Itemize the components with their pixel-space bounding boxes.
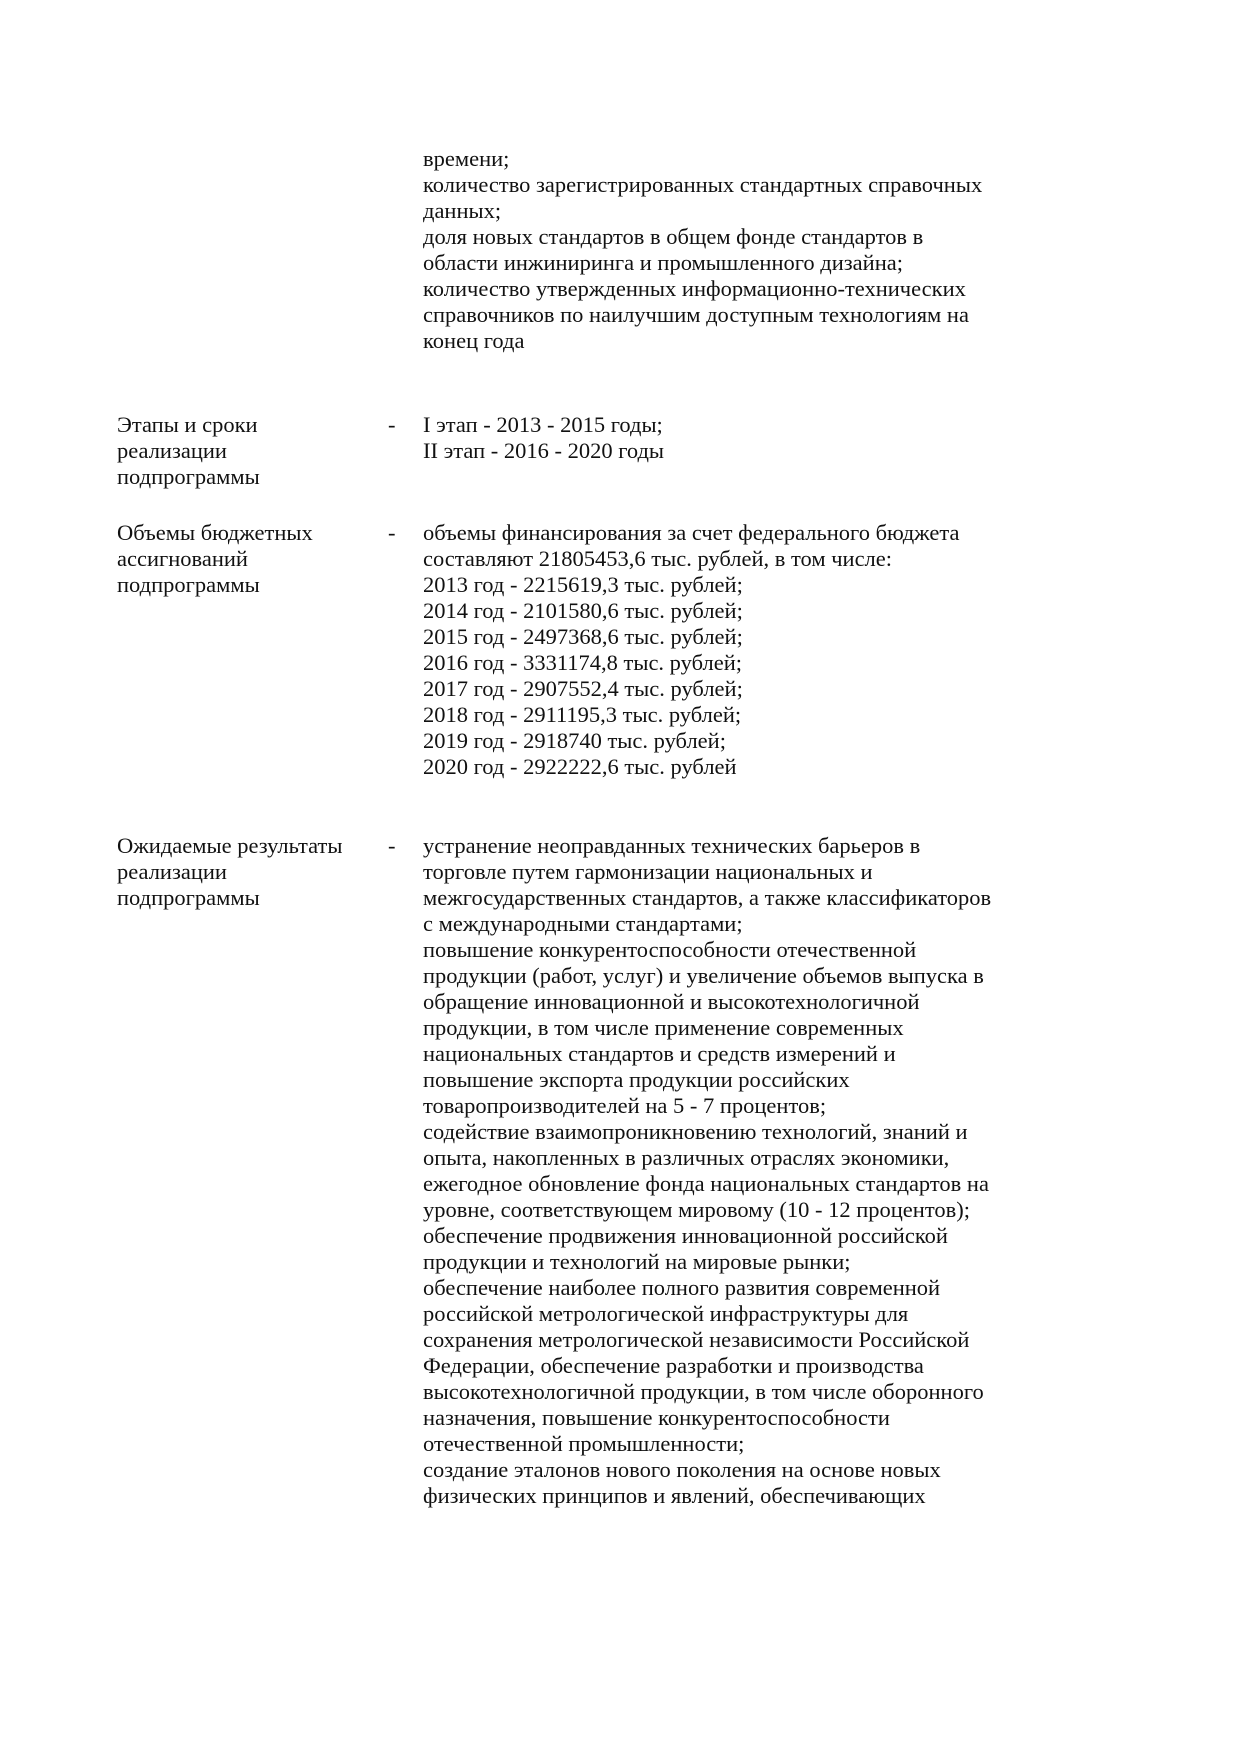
indicators-continuation	[423, 146, 982, 354]
separator-dash: -	[388, 412, 396, 437]
section-value: устранение неоправданных технических барьеров в торговле путем гармонизации национальных и межгосударственных стандартов, а также классификаторов с международными стандартами; повышение конкурентоспособности отечественной продукции (работ, услуг) и увеличение объемов выпуска в обращение инновационной и высокотехнологичной продукции, в том числе применение современных национальных стандартов и средств измерений и повышение экспорта продукции российских товаропроизводителей на 5 - 7 процентов; содействие взаимопроникновению технологий, знаний и опыта, накопленных в различных отраслях экономики, ежегодное обновление фонда национальных стандартов на уровне, соответствующем мировому (10 - 12 процентов); обеспечение продвижения инновационной российской продукции и технологий на мировые рынки; обеспечение наиболее полного развития современной российской метрологической инфраструктуры для сохранения метрологической независимости Российской Федерации, обеспечение разработки и производства высокотехнологичной продукции, в том числе оборонного назначения, повышение конкурентоспособности отечественной промышленности; создание эталонов нового поколения на основе новых физических принципов и явлений, обеспечивающих	[423, 833, 992, 1508]
text-line: количество зарегистрированных стандартных справочных	[423, 172, 983, 197]
budget-year-line: 2015 год - 2497368,6 тыс. рублей;	[423, 624, 743, 649]
separator-dash: -	[388, 833, 396, 858]
text-line: доля новых стандартов в общем фонде стандартов в	[423, 224, 924, 249]
section-label: Ожидаемые результаты реализации подпрограммы	[117, 833, 343, 910]
text-line: времени;	[423, 146, 510, 171]
budget-year-line: 2016 год - 3331174,8 тыс. рублей;	[423, 650, 742, 675]
text-line: конец года	[423, 328, 525, 353]
budget-year-line: 2014 год - 2101580,6 тыс. рублей;	[423, 598, 743, 623]
section-label: Этапы и сроки реализации подпрограммы	[117, 412, 260, 489]
budget-year-line: 2018 год - 2911195,3 тыс. рублей;	[423, 702, 742, 727]
text-line: области инжиниринга и промышленного дизайна;	[423, 250, 903, 275]
section-label: Объемы бюджетных ассигнований подпрограммы	[117, 520, 313, 597]
text-line: количество утвержденных информационно-технических	[423, 276, 966, 301]
budget-year-line: 2013 год - 2215619,3 тыс. рублей;	[423, 572, 743, 597]
budget-year-line: 2020 год - 2922222,6 тыс. рублей	[423, 754, 737, 779]
separator-dash: -	[388, 520, 396, 545]
text-line: данных;	[423, 198, 502, 223]
budget-year-line: 2017 год - 2907552,4 тыс. рублей;	[423, 676, 743, 701]
section-value: объемы финансирования за счет федерального бюджета составляют 21805453,6 тыс. рублей, в том числе: 2013 год - 2215619,3 тыс. рублей; 2014 год - 2101580,6 тыс. рублей; 2015 год - 2497368,6 тыс. рублей; 2016 год - 3331174,8 тыс. рублей; 2017 год - 2907552,4 тыс. рублей; 2018 год - 2911195,3 тыс. рублей; 2019 год - 2918740 тыс. рублей; 2020 год - 2922222,6 тыс. рублей	[423, 520, 960, 779]
section-value: I этап - 2013 - 2015 годы; II этап - 2016 - 2020 годы	[423, 412, 665, 463]
text-line: справочников по наилучшим доступным технологиям на	[423, 302, 969, 327]
budget-year-line: 2019 год - 2918740 тыс. рублей;	[423, 728, 726, 753]
